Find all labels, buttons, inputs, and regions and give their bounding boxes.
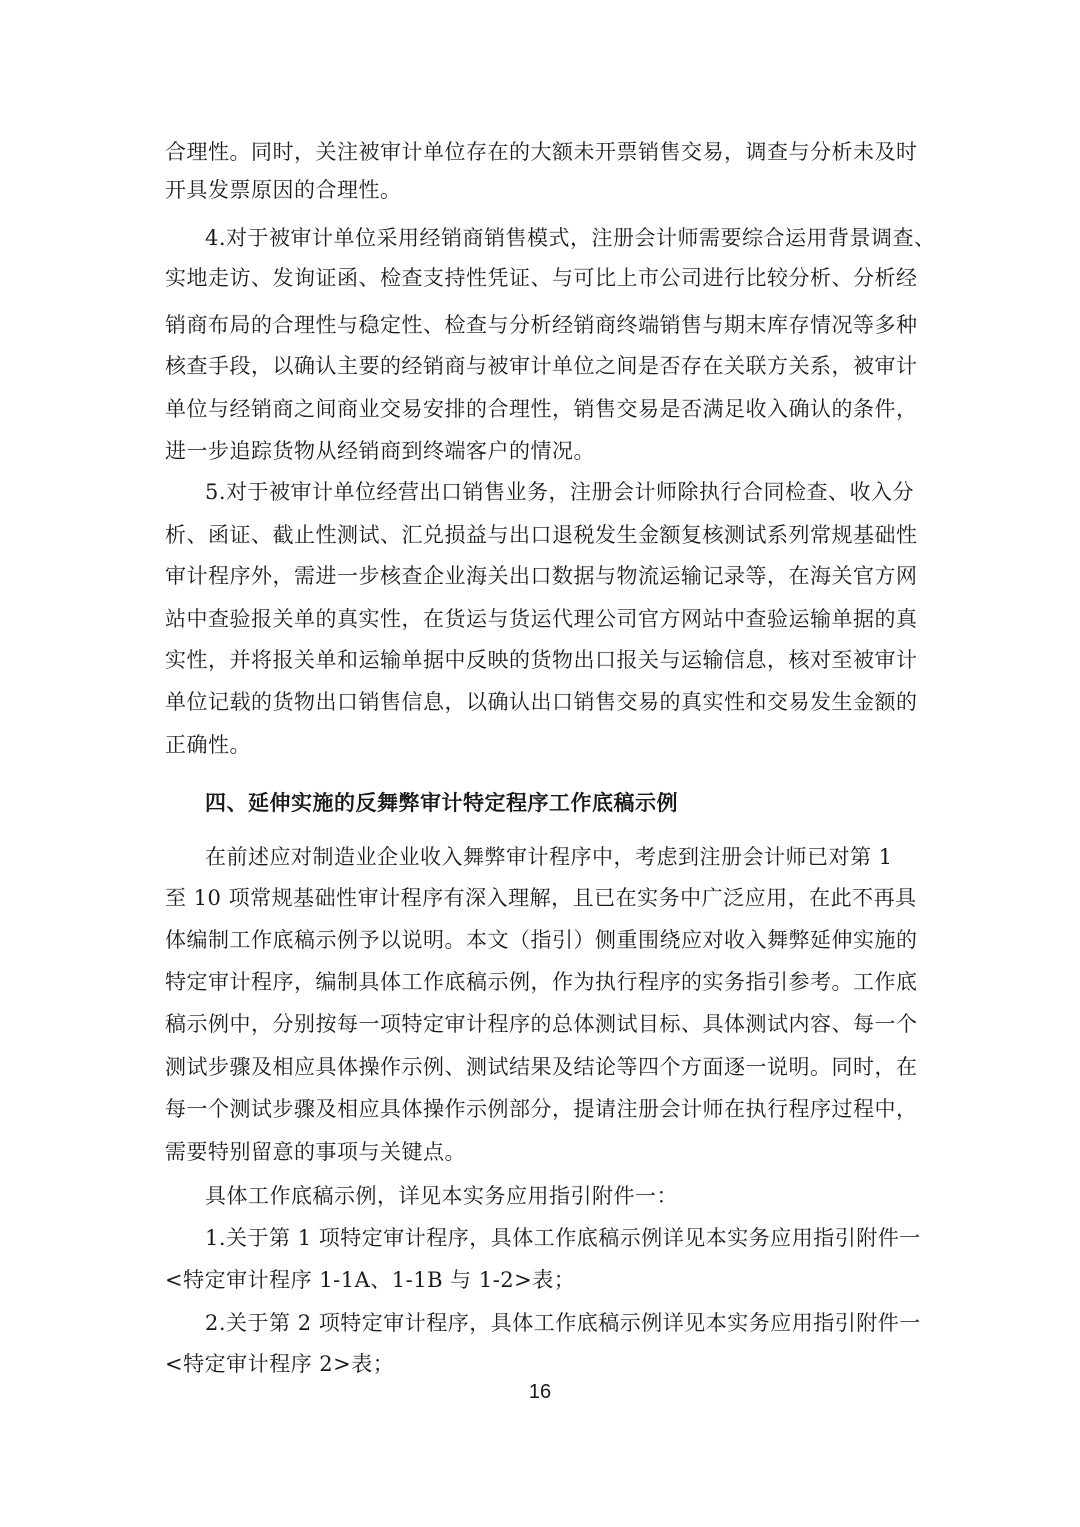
- text-line: 测试步骤及相应具体操作示例、测试结果及结论等四个方面逐一说明。同时，在: [165, 1055, 918, 1079]
- text-line: 实地走访、发询证函、检查支持性凭证、与可比上市公司进行比较分析、分析经: [165, 266, 918, 290]
- text-line: 实性，并将报关单和运输单据中反映的货物出口报关与运输信息，核对至被审计: [165, 648, 918, 672]
- paragraph-start: 具体工作底稿示例，详见本实务应用指引附件一：: [205, 1184, 678, 1208]
- text-line: 审计程序外，需进一步核查企业海关出口数据与物流运输记录等，在海关官方网: [165, 564, 918, 588]
- text-line: 体编制工作底稿示例予以说明。本文（指引）侧重围绕应对收入舞弊延伸实施的: [165, 928, 918, 952]
- text-line: 特定审计程序，编制具体工作底稿示例，作为执行程序的实务指引参考。工作底: [165, 970, 918, 994]
- text-line: 开具发票原因的合理性。: [165, 178, 402, 202]
- paragraph-start: 在前述应对制造业企业收入舞弊审计程序中，考虑到注册会计师已对第 1: [205, 845, 893, 869]
- paragraph-4-start: 4.对于被审计单位采用经销商销售模式，注册会计师需要综合运用背景调查、: [205, 226, 936, 250]
- list-item-1: 1.关于第 1 项特定审计程序，具体工作底稿示例详见本实务应用指引附件一: [205, 1226, 921, 1250]
- text-line: 销商布局的合理性与稳定性、检查与分析经销商终端销售与期末库存情况等多种: [165, 313, 918, 337]
- text-line: 需要特别留意的事项与关键点。: [165, 1140, 466, 1164]
- text-line: 稿示例中，分别按每一项特定审计程序的总体测试目标、具体测试内容、每一个: [165, 1012, 918, 1036]
- text-line: 进一步追踪货物从经销商到终端客户的情况。: [165, 439, 595, 463]
- text-line: 单位与经销商之间商业交易安排的合理性，销售交易是否满足收入确认的条件，: [165, 397, 918, 421]
- section-heading: 四、延伸实施的反舞弊审计特定程序工作底稿示例: [205, 791, 678, 815]
- text-line: 正确性。: [165, 733, 251, 757]
- text-line: 至 10 项常规基础性审计程序有深入理解，且已在实务中广泛应用，在此不再具: [165, 886, 917, 910]
- list-item-1-continued: <特定审计程序 1-1A、1-1B 与 1-2>表；: [165, 1268, 576, 1292]
- text-line: 合理性。同时，关注被审计单位存在的大额未开票销售交易，调查与分析未及时: [165, 140, 918, 164]
- list-item-2-continued: <特定审计程序 2>表；: [165, 1352, 395, 1376]
- page-number: 16: [528, 1381, 552, 1403]
- text-line: 每一个测试步骤及相应具体操作示例部分，提请注册会计师在执行程序过程中，: [165, 1097, 918, 1121]
- list-item-2: 2.关于第 2 项特定审计程序，具体工作底稿示例详见本实务应用指引附件一: [205, 1311, 921, 1335]
- text-line: 单位记载的货物出口销售信息，以确认出口销售交易的真实性和交易发生金额的: [165, 690, 918, 714]
- text-line: 析、函证、截止性测试、汇兑损益与出口退税发生金额复核测试系列常规基础性: [165, 523, 918, 547]
- text-line: 站中查验报关单的真实性，在货运与货运代理公司官方网站中查验运输单据的真: [165, 607, 918, 631]
- paragraph-5-start: 5.对于被审计单位经营出口销售业务，注册会计师除执行合同检查、收入分: [205, 480, 915, 504]
- text-line: 核查手段，以确认主要的经销商与被审计单位之间是否存在关联方关系，被审计: [165, 354, 918, 378]
